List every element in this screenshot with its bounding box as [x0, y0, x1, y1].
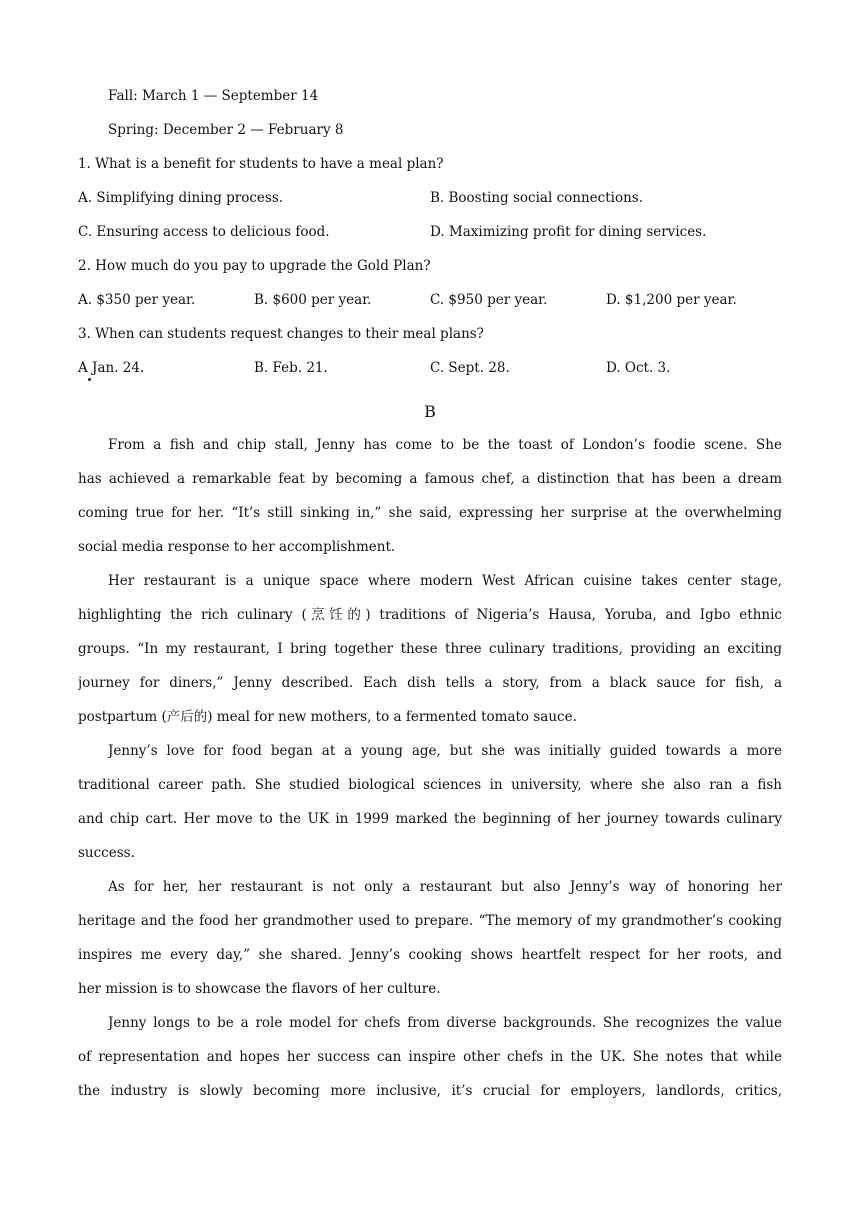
passage-line: [78, 912, 782, 930]
passage-line-text: Jenny’s love for food began at a young age, but she was initially guided towards a more: [108, 743, 782, 759]
passage-line: [78, 810, 782, 828]
passage-line-text: inspires me every day,” she shared. Jenny’s cooking shows heartfelt respect for her roots, and: [78, 947, 782, 963]
fall-schedule: Fall: March 1 — September 14: [108, 88, 319, 104]
passage-line-text: Jenny longs to be a role model for chefs from diverse backgrounds. She recognizes the value: [108, 1015, 782, 1031]
passage-line-text: has achieved a remarkable feat by becoming a famous chef, a distinction that has been a dream: [78, 471, 782, 487]
question-1-stem: 1. What is a benefit for students to have a meal plan?: [78, 156, 444, 172]
question-3-stem: 3. When can students request changes to their meal plans?: [78, 326, 484, 342]
passage-line: [108, 878, 782, 896]
question-3-option-b: B. Feb. 21.: [254, 360, 328, 376]
passage-line: [108, 742, 782, 760]
passage-line-text: heritage and the food her grandmother used to prepare. “The memory of my grandmother’s cooking: [78, 913, 782, 929]
question-1-option-d: D. Maximizing profit for dining services.: [430, 224, 707, 240]
passage-line: [78, 470, 782, 488]
passage-line: [108, 572, 782, 590]
passage-line: [78, 1048, 782, 1066]
question-3-option-d: D. Oct. 3.: [606, 360, 671, 376]
passage-line-text: traditional career path. She studied biological sciences in university, where she also ran a fish: [78, 777, 782, 793]
passage-line-text: coming true for her. “It’s still sinking in,” she said, expressing her surprise at the overwhelming: [78, 505, 782, 521]
passage-line-last: her mission is to showcase the flavors of her culture.: [78, 981, 441, 997]
passage-line: [108, 1014, 782, 1032]
passage-line-text: Her restaurant is a unique space where modern West African cuisine takes center stage,: [108, 573, 782, 589]
passage-line-text: and chip cart. Her move to the UK in 1999 marked the beginning of her journey towards culinary: [78, 811, 782, 827]
spring-schedule: Spring: December 2 — February 8: [108, 122, 344, 138]
passage-line: [78, 946, 782, 964]
question-2-option-a: A. $350 per year.: [78, 292, 196, 308]
stray-dot-mark: [88, 378, 91, 381]
passage-line: [78, 1082, 782, 1100]
question-3-option-a: A Jan. 24.: [78, 360, 145, 376]
question-3-option-c: C. Sept. 28.: [430, 360, 510, 376]
passage-line: [108, 436, 782, 454]
passage-line: [78, 776, 782, 794]
passage-line-text: the industry is slowly becoming more inclusive, it’s crucial for employers, landlords, critics,: [78, 1083, 782, 1099]
passage-line: [78, 504, 782, 522]
passage-line-text: From a fish and chip stall, Jenny has come to be the toast of London’s foodie scene. She: [108, 437, 782, 453]
passage-line-last: success.: [78, 845, 135, 861]
question-2-option-b: B. $600 per year.: [254, 292, 372, 308]
passage-line-text: journey for diners,” Jenny described. Each dish tells a story, from a black sauce for fish, a: [78, 675, 782, 691]
passage-line: [78, 640, 782, 658]
section-heading: B: [424, 402, 436, 421]
passage-line-text: As for her, her restaurant is not only a restaurant but also Jenny’s way of honoring her: [108, 879, 782, 895]
question-1-option-b: B. Boosting social connections.: [430, 190, 643, 206]
passage-line-text: of representation and hopes her success can inspire other chefs in the UK. She notes that while: [78, 1049, 782, 1065]
passage-line-last: postpartum (产后的) meal for new mothers, to a fermented tomato sauce.: [78, 709, 577, 725]
question-2-option-c: C. $950 per year.: [430, 292, 548, 308]
question-2-stem: 2. How much do you pay to upgrade the Gold Plan?: [78, 258, 431, 274]
question-2-option-d: D. $1,200 per year.: [606, 292, 737, 308]
passage-line-text: highlighting the rich culinary (烹饪的) traditions of Nigeria’s Hausa, Yoruba, and Igbo ethnic: [78, 607, 782, 623]
passage-line: [78, 606, 782, 624]
question-1-option-c: C. Ensuring access to delicious food.: [78, 224, 330, 240]
question-1-option-a: A. Simplifying dining process.: [78, 190, 284, 206]
passage-line-text: groups. “In my restaurant, I bring together these three culinary traditions, providing an exciting: [78, 641, 782, 657]
passage-line: [78, 674, 782, 692]
passage-line-last: social media response to her accomplishment.: [78, 539, 396, 555]
